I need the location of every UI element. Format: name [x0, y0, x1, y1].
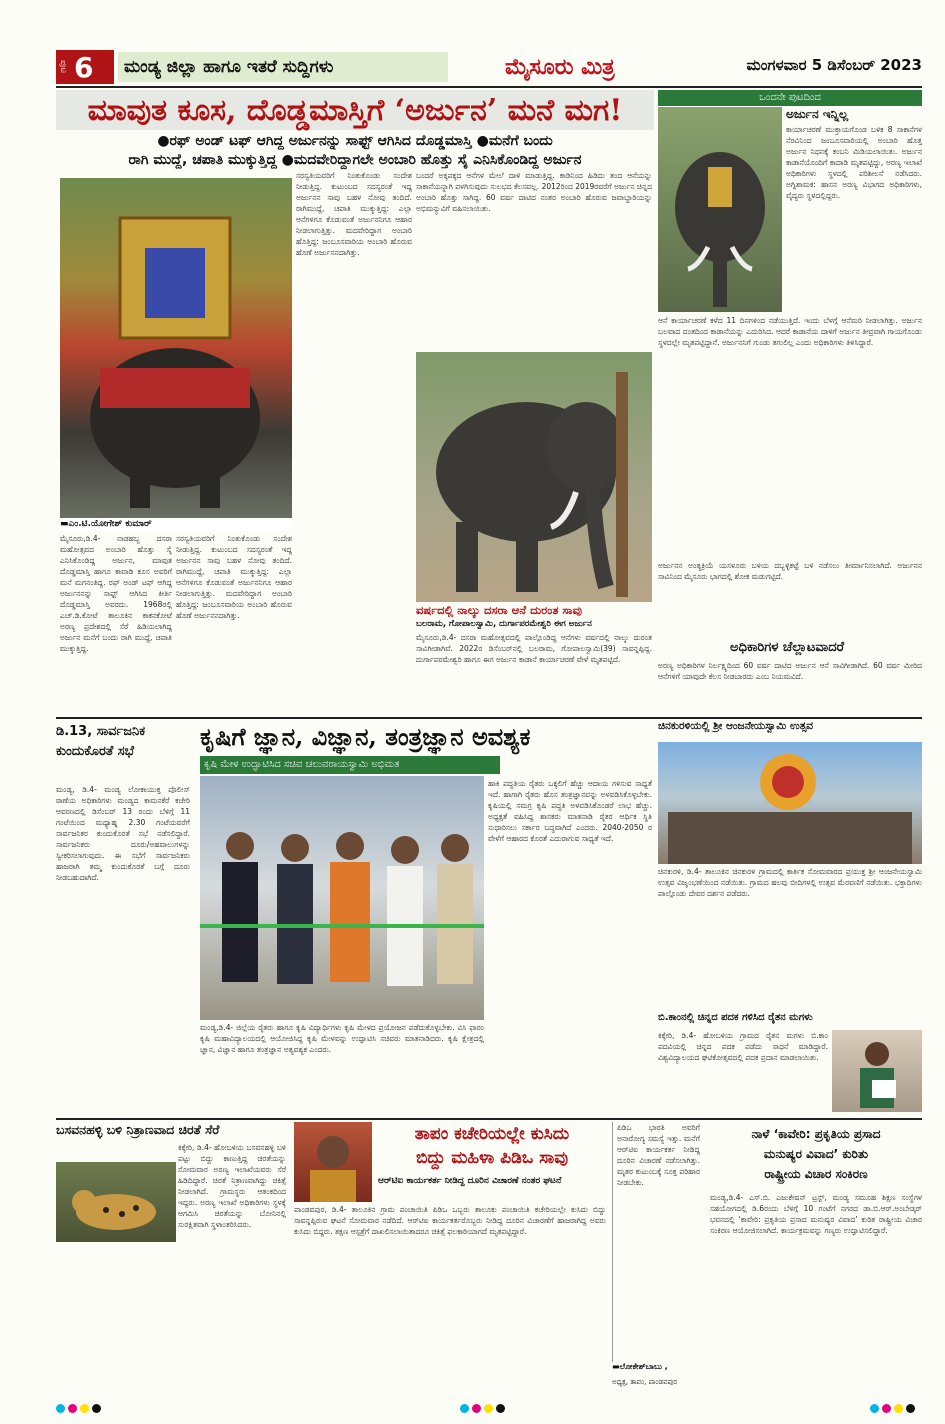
pdo-signature-role: ಅಧ್ಯಕ್ಷ, ತಾಪಂ, ಪಾಂಡವಪುರ — [612, 1378, 677, 1386]
agri-text-right: ಹಾಕಿ ಪದ್ಧತಿಯ ರೈತರು ಒಕ್ಕಲಿಗೆ ಹೆಚ್ಚು ಆದಾಯ ಗಳಿಸುವ ಸಾಧ್ಯತೆ ಇದೆ. ಹಾಗಾಗಿ ರೈತರು ಹೊಸ ತಂತ್ರಜ್ಞಾನವನ್ನು ಅಳವಡಿಸಿಕೊಳ್ಳಬೇಕು. ಕೃಷಿಯಲ್ಲಿ ಸಮಗ್ರ ಕೃಷಿ ಪದ್ಧತಿ ಅಳವಡಿಸಿಕೊಂಡರೆ ಲಾಭ ಹೆಚ್ಚು. ಅಧ್ಯಕ್ಷತೆ ವಹಿಸಿದ್ದ ಶಾಸಕರು ಮಾತನಾಡಿ ರೈತರ ಆರ್ಥಿಕ ಸ್ಥಿತಿ ಸುಧಾರಿಸಲು ಸರ್ಕಾರ ಬದ್ಧವಾಗಿದೆ ಎಂದರು. 2040-2050 ರ ವೇಳೆಗೆ ಆಹಾರದ ಕೊರತೆ ಎದುರಾಗುವ ಸಾಧ್ಯತೆ ಇದೆ. — [488, 779, 652, 843]
ribbon-cutting-illustration — [200, 776, 484, 1020]
kaveri-headline-2: ಮನುಷ್ಯರ ವಿವಾದ’ ಕುರಿತು — [763, 1147, 869, 1161]
lead-col-2: ಸರಸ್ವತಿಯವರಿಗೆ ನಿಂತುಕೊಂಡು ಸಂದೇಶ ನೀಡುತ್ತಿದ್ದ. ಕುಟುಂಬದ ಸದಸ್ಯರಂತೆ ಇದ್ದ ಅರ್ಜುನನ ಸಾವು ಬಹಳ ನೋವು ತಂದಿದೆ. ರಾಗಿಮುದ್ದೆ, ಚಪಾತಿ ಮುಕ್ಕುತ್ತಿದ್ದ: ಎಲ್ಲಾ ಆನೆಗಳಿಗೂ ಕೊಡುವಂತೆ ಅರ್ಜುನನಿಗೂ ಆಹಾರ ನೀಡಲಾಗುತ್ತಿತ್ತು. ಮದವೇರಿದ್ದಾಗ ಅಂಬಾರಿ ಹೊತ್ತಿದ್ದ: ಜಂಬೂಸವಾರಿಯ ಅಂಬಾರಿ ಹೊರುವ ಹೊಣೆ ಅರ್ಜುನನದಾಗಿತ್ತು. — [296, 171, 412, 257]
lead-col-3: ಬಂದರೆ ಅಕ್ಕಪಕ್ಕದ ಆನೆಗಳ ಮೇಲೆ ದಾಳಿ ಮಾಡುತ್ತಿದ್ದ. ಕಾಡಿನಿಂದ ಹಿಡಿದು ತಂದ ಆನೆಯನ್ನು ಸಾಕಾನೆಯನ್ನಾಗಿ ಪಳಗಿಸುವುದು ಸುಲಭದ ಕೆಲಸವಲ್ಲ. 2012ರಿಂದ 2019ರವರೆಗೆ ಅರ್ಜುನ ಚಿನ್ನದ ಅಂಬಾರಿ ಹೊತ್ತು ಸಾಗಿದ್ದ. 60 ವರ್ಷ ದಾಟಿದ ನಂತರ ಅಂಬಾರಿ ಹೊರುವ ಜವಾಬ್ದಾರಿಯನ್ನು ಅಭಿಮನ್ಯುವಿಗೆ ವಹಿಸಲಾಯಿತು. — [416, 171, 652, 213]
officials-box-title: ಅಧಿಕಾರಿಗಳ ಚೆಲ್ಲಾಟವಾದರೆ — [730, 640, 845, 655]
masthead: ಮೈಸೂರು ಮಿತ್ರ — [505, 54, 615, 80]
graduate-illustration — [832, 1030, 922, 1112]
pdo-portrait — [294, 1122, 372, 1202]
kaveri-headline — [710, 1124, 922, 1188]
elephant-illustration — [416, 352, 652, 602]
gold-medal-headline: ಬಿ.ಕಾಂನಲ್ಲಿ ಚಿನ್ನದ ಪದಕ ಗಳಿಸಿದ ರೈತನ ಮಗಳು — [658, 1012, 813, 1023]
yellow-dot — [80, 1404, 89, 1413]
black-dot — [496, 1404, 505, 1413]
pdo-text: ಪಾಂಡವಪುರ, ಡಿ.4- ತಾಲೂಕಿನ ಗ್ರಾಮ ಪಂಚಾಯಿತಿ ಪಿಡಿಒ ಒಬ್ಬರು ತಾಲೂಕು ಪಂಚಾಯಿತಿ ಕಚೇರಿಯಲ್ಲೇ ಕುಸಿದು ಬಿದ್ದು ಸಾವನ್ನಪ್ಪಿರುವ ಘಟನೆ ಸೋಮವಾರ ನಡೆದಿದೆ. ಆರ್‌ಟಿಐ ಕಾರ್ಯಕರ್ತರೊಬ್ಬರು ನೀಡಿದ್ದ ದೂರಿನ ವಿಚಾರಣೆಗೆ ಹಾಜರಾಗಿದ್ದ ಅವರು ಕುಸಿದು ಬಿದ್ದರು. ತಕ್ಷಣ ಆಸ್ಪತ್ರೆಗೆ ದಾಖಲಿಸಲಾಯಿತಾದರೂ ಚಿಕಿತ್ಸೆ ಫಲಕಾರಿಯಾಗದೆ ಮೃತಪಟ್ಟಿದ್ದಾರೆ. — [294, 1205, 606, 1236]
pdo-headline — [378, 1122, 606, 1172]
sidebar-text-3: ಅರ್ಜುನನ ಅಂತ್ಯಕ್ರಿಯೆ ಯಸಳೂರು ಬಳಿಯ ದಬ್ಬಳ್ಳಿಕಟ್ಟೆ ಬಳಿ ನಡೆಸಲು ತೀರ್ಮಾನಿಸಲಾಗಿದೆ. ಅರ್ಜುನನ ಸಾವಿನಿಂದ ಮೈಸೂರು ಭಾಗದಲ್ಲಿ ಶೋಕ ಮಡುಗಟ್ಟಿದೆ. — [658, 561, 922, 581]
grievance-headline: ಡಿ.13, ಸಾರ್ವಜನಿಕ ಕುಂದುಕೊರತೆ ಸಭೆ — [56, 724, 146, 759]
registration-dots-right — [870, 1404, 915, 1418]
elephant-deaths-subhead: ಬಲರಾಮ, ಗೋಪಾಲಸ್ವಾಮಿ, ದುರ್ಗಾಪರಮೇಶ್ವರಿ ಈಗ ಅರ್ಜುನ — [416, 619, 592, 629]
ambari-elephant-photo — [60, 178, 292, 518]
elephant-deaths-headline: ವರ್ಷದಲ್ಲಿ ನಾಲ್ಕು ದಸರಾ ಆನೆ ದುರಂತ ಸಾವು — [416, 603, 582, 617]
kaveri-headline-1: ನಾಳೆ ‘ಕಾವೇರಿ: ಪ್ರಕೃತಿಯ ಪ್ರಸಾದ — [751, 1127, 881, 1141]
pdo-portrait-illustration — [294, 1122, 372, 1202]
temple-festival-photo — [658, 742, 922, 864]
arjuna-elephant-photo — [416, 352, 652, 602]
lead-headline: ಮಾವುತ ಕೂಸ, ದೊಡ್ಡಮಾಸ್ತಿಗೆ ‘ಅರ್ಜುನ’ ಮನೆ ಮಗ! — [56, 90, 654, 130]
pdo-subhead: ಆರ್‌ಟಿಐ ಕಾರ್ಯಕರ್ತ ನೀಡಿದ್ದ ದೂರಿನ ವಿಚಾರಣೆ ನಂತರ ಘಟನೆ — [378, 1176, 562, 1186]
page-number: 6 — [74, 50, 94, 84]
issue-date: ಮಂಗಳವಾರ 5 ಡಿಸೆಂಬರ್ 2023 — [746, 56, 922, 74]
magenta-dot — [68, 1404, 77, 1413]
page-number-box — [56, 50, 114, 84]
agri-subhead: ಕೃಷಿ ಮೇಳ ಉದ್ಘಾಟಿಸಿದ ಸಚಿವ ಚಲುವರಾಯಸ್ವಾಮಿ ಅಭಿಮತ — [200, 756, 500, 774]
yellow-dot — [894, 1404, 903, 1413]
pdo-headline-1: ತಾಪಂ ಕಚೇರಿಯಲ್ಲೇ ಕುಸಿದು — [414, 1124, 570, 1144]
section-title: ಮಂಡ್ಯ ಜಿಲ್ಲಾ ಹಾಗೂ ಇತರೆ ಸುದ್ದಿಗಳು — [118, 52, 448, 82]
temple-text: ಚಿನಕುರಳಿ, ಡಿ.4- ತಾಲೂಕಿನ ಚಿನಕುರಳಿ ಗ್ರಾಮದಲ್ಲಿ ಕಾರ್ತಿಕ ಸೋಮವಾರದ ಪ್ರಯುಕ್ತ ಶ್ರೀ ಆಂಜನೇಯಸ್ವಾಮಿ ಉತ್ಸವ ವಿಜೃಂಭಣೆಯಿಂದ ನಡೆಯಿತು. ಗ್ರಾಮದ ಹಲವು ಬೀದಿಗಳಲ್ಲಿ ಉತ್ಸವ ಮೆರವಣಿಗೆ ನಡೆಯಿತು. ಭಕ್ತಾದಿಗಳು ಪಾಲ್ಗೊಂಡು ದೇವರ ದರ್ಶನ ಪಡೆದರು. — [658, 867, 922, 898]
arjuna-portrait-photo — [658, 107, 782, 312]
registration-dots-center — [460, 1404, 505, 1418]
grievance-text: ಮಂಡ್ಯ, ಡಿ.4- ಮಂಡ್ಯ ಲೋಕಾಯುಕ್ತ ಪೊಲೀಸ್ ಠಾಣೆಯ ಅಧಿಕಾರಿಗಳು ಮಂಡ್ಯದ ಕಾಮನಕೆರೆ ಕಚೇರಿ ಆವರಣದಲ್ಲಿ ಡಿಸೆಂಬರ್ 13 ರಂದು ಬೆಳಿಗ್ಗೆ 11 ಗಂಟೆಯಿಂದ ಮಧ್ಯಾಹ್ನ 2.30 ಗಂಟೆಯವರೆಗೆ ಸಾರ್ವಜನಿಕರ ಕುಂದುಕೊರತೆ ಸಭೆ ನಡೆಸಲಿದ್ದಾರೆ. ಸಾರ್ವಜನಿಕರು ದೂರು/ಅಹವಾಲುಗಳನ್ನು ಸ್ವೀಕರಿಸಲಾಗುವುದು. ಈ ಸಭೆಗೆ ಸಾರ್ವಜನಿಕರು ಹಾಜರಾಗಿ ತಮ್ಮ ಕುಂದುಕೊರತೆ ಬಗ್ಗೆ ದೂರು ನೀಡಬಹುದಾಗಿದೆ. — [56, 785, 190, 882]
pdo-headline-2: ಬಿದ್ದು ಮಹಿಳಾ ಪಿಡಿಒ ಸಾವು — [415, 1148, 569, 1168]
yellow-dot — [484, 1404, 493, 1413]
cyan-dot — [870, 1404, 879, 1413]
black-dot — [92, 1404, 101, 1413]
elephant-deaths-text: ಮೈಸೂರು,ಡಿ.4- ದಸರಾ ಮಹೋತ್ಸವದಲ್ಲಿ ಪಾಲ್ಗೊಂಡಿದ್ದ ಆನೆಗಳು ವರ್ಷದಲ್ಲಿ ನಾಲ್ಕು ದುರಂತ ಸಾವಿಗೀಡಾಗಿವೆ. 2022ರ ಡಿಸೆಂಬರ್‌ನಲ್ಲಿ ಬಲರಾಮ, ಗೋಪಾಲಸ್ವಾಮಿ(39) ಸಾವನ್ನಪ್ಪಿದ್ದ. ದುರ್ಗಾಪರಮೇಶ್ವರಿ ಹಾಗೂ ಈಗ ಅರ್ಜುನ ಕಾಡಾನೆ ಕಾರ್ಯಾಚರಣೆ ವೇಳೆ ಮೃತಪಟ್ಟಿದೆ. — [416, 633, 652, 664]
officials-box-text: ಅರಣ್ಯ ಅಧಿಕಾರಿಗಳ ನಿರ್ಲಕ್ಷ್ಯದಿಂದ 60 ವರ್ಷ ದಾಟಿದ ಅರ್ಜುನ ಆನೆ ಸಾವಿಗೀಡಾಗಿದೆ. 60 ವರ್ಷ ಮೀರಿದ ಆನೆಗಳಿಗೆ ಯಾವುದೇ ಕೆಲಸ ನೀಡಬಾರದು ಎಂಬ ನಿಯಮವಿದೆ. — [658, 661, 922, 681]
lead-col-1: ಮೈಸೂರು,ಡಿ.4- ನಾಡಹಬ್ಬ ದಸರಾ ಮಹೋತ್ಸವದ ಅಂಬಾರಿ ಹೊತ್ತು ಸೈ ಎನಿಸಿಕೊಂಡಿದ್ದ ಅರ್ಜುನ, ಮಾವುತ ದೊಡ್ಡಮಾಸ್ತಿ ಹಾಗೂ ಕಾವಾಡಿ ಕೂಸ ಅವರಿಗೆ ಮನೆ ಮಗನಂತಿದ್ದ. ರಫ್ ಅಂಡ್ ಟಫ್ ಆಗಿದ್ದ ಅರ್ಜುನನನ್ನು ಸಾಫ್ಟ್ ಆಗಿಸಿದ ಕೀರ್ತಿ ದೊಡ್ಡಮಾಸ್ತಿ ಅವರದು. 1968ರಲ್ಲಿ ಎಚ್.ಡಿ.ಕೋಟೆ ತಾಲೂಕಿನ ಕಾಕನಕೋಟೆ ಅರಣ್ಯ ಪ್ರದೇಶದಲ್ಲಿ ಸೆರೆ ಹಿಡಿಯಲಾಗಿದ್ದ ಅರ್ಜುನ ಮನೆಗೆ ಬಂದು ರಾಗಿ ಮುದ್ದೆ, ಚಪಾತಿ ಮುಕ್ಕುತ್ತಿದ್ದ. — [60, 534, 172, 653]
festival-illustration — [658, 742, 922, 864]
section-divider — [56, 717, 922, 719]
header-rule — [56, 86, 922, 88]
arjuna-portrait-illustration — [658, 107, 782, 312]
continued-tag: ಒಂದನೇ ಪುಟದಿಂದ — [658, 90, 922, 106]
magenta-dot — [472, 1404, 481, 1413]
pdo-inset-text: ಪಿಡಿಒ ಭಾರತಿ ಅವರಿಗೆ ಅನಾರೋಗ್ಯ ಸಮಸ್ಯೆ ಇತ್ತು. ಮನೆಗೆ ಆರ್‌ಟಿಐ ಕಾರ್ಯಕರ್ತ ನೀಡಿದ್ದ ದೂರಿನ ವಿಚಾರಣೆ ನಡೆಸಲಾಗಿತ್ತು. ಮೃತರ ಕುಟುಂಬಕ್ಕೆ ಸೂಕ್ತ ಪರಿಹಾರ ನೀಡಬೇಕು. — [612, 1122, 700, 1362]
gold-medal-text: ಕಿಕ್ಕೇರಿ, ಡಿ.4- ಹೋಬಳಿಯ ಗ್ರಾಮದ ರೈತನ ಮಗಳು ಬಿ.ಕಾಂ ಪದವಿಯಲ್ಲಿ ಚಿನ್ನದ ಪದಕ ಪಡೆದು ಸಾಧನೆ ಮಾಡಿದ್ದಾರೆ. ವಿಶ್ವವಿದ್ಯಾಲಯದ ಘಟಿಕೋತ್ಸವದಲ್ಲಿ ಪದಕ ಪ್ರದಾನ ಮಾಡಲಾಯಿತು. — [658, 1031, 828, 1062]
page-label: ಪುಟ — [58, 60, 68, 74]
lead-col-1b: ಸರಸ್ವತಿಯವರಿಗೆ ನಿಂತುಕೊಂಡು ಸಂದೇಶ ನೀಡುತ್ತಿದ್ದ. ಕುಟುಂಬದ ಸದಸ್ಯರಂತೆ ಇದ್ದ ಅರ್ಜುನನ ಸಾವು ಬಹಳ ನೋವು ತಂದಿದೆ. ರಾಗಿಮುದ್ದೆ, ಚಪಾತಿ ಮುಕ್ಕುತ್ತಿದ್ದ: ಎಲ್ಲಾ ಆನೆಗಳಿಗೂ ಕೊಡುವಂತೆ ಅರ್ಜುನನಿಗೂ ಆಹಾರ ನೀಡಲಾಗುತ್ತಿತ್ತು. ಮದವೇರಿದ್ದಾಗ ಅಂಬಾರಿ ಹೊತ್ತಿದ್ದ: ಜಂಬೂಸವಾರಿಯ ಅಂಬಾರಿ ಹೊರುವ ಹೊಣೆ ಅರ್ಜುನನದಾಗಿತ್ತು. — [176, 534, 292, 620]
agri-text-bottom: ಮಂಡ್ಯ,ಡಿ.4- ಜಿಲ್ಲೆಯ ರೈತರು ಹಾಗೂ ಕೃಷಿ ವಿದ್ಯಾರ್ಥಿಗಳು ಕೃಷಿ ಮೇಳದ ಪ್ರಯೋಜನ ಪಡೆದುಕೊಳ್ಳಬೇಕು. ವಿಸಿ ಫಾರಂ ಕೃಷಿ ಮಹಾವಿದ್ಯಾಲಯದಲ್ಲಿ ಆಯೋಜಿಸಿದ್ದ ಕೃಷಿ ಮೇಳವನ್ನು ಉದ್ಘಾಟಿಸಿ ಸಚಿವರು ಮಾತನಾಡಿದರು. ಕೃಷಿ ಕ್ಷೇತ್ರದಲ್ಲಿ ಜ್ಞಾನ, ವಿಜ್ಞಾನ ಹಾಗೂ ತಂತ್ರಜ್ಞಾನ ಅತ್ಯವಶ್ಯಕ ಎಂದರು. — [200, 1023, 484, 1054]
agri-headline: ಕೃಷಿಗೆ ಜ್ಞಾನ, ವಿಜ್ಞಾನ, ತಂತ್ರಜ್ಞಾನ ಅವಶ್ಯಕ — [200, 722, 531, 751]
sidebar-headline: ಅರ್ಜುನ ಇನ್ನಿಲ್ಲ — [786, 107, 849, 121]
pdo-signature: ▬ಲೋಕೇಶ್‌ಬಾಬು , — [612, 1362, 668, 1371]
kaveri-text: ಮಂಡ್ಯ,ಡಿ.4- ಎಸ್.ಬಿ. ಎಜುಕೇಷನ್ ಟ್ರಸ್ಟ್, ಮಂಡ್ಯ ಸಮೂಹ ಶಿಕ್ಷಣ ಸಂಸ್ಥೆಗಳ ಸಹಯೋಗದಲ್ಲಿ ಡಿ.6ರಂದು ಬೆಳಿಗ್ಗೆ 10 ಗಂಟೆಗೆ ನಗರದ ಡಾ.ಬಿ.ಆರ್.ಅಂಬೇಡ್ಕರ್ ಭವನದಲ್ಲಿ ‘ಕಾವೇರಿ: ಪ್ರಕೃತಿಯ ಪ್ರಸಾದ ಮನುಷ್ಯರ ವಿವಾದ’ ಕುರಿತ ರಾಷ್ಟ್ರೀಯ ವಿಚಾರ ಸಂಕಿರಣ ಆಯೋಜಿಸಲಾಗಿದೆ. ಕಾರ್ಯಕ್ರಮವನ್ನು ಗಣ್ಯರು ಉದ್ಘಾಟಿಸಲಿದ್ದಾರೆ. — [710, 1193, 922, 1235]
agri-inauguration-photo — [200, 776, 484, 1020]
black-dot — [906, 1404, 915, 1413]
sidebar-text-2: ಆನೆ ಕಾರ್ಯಾಚರಣೆ ಕಳೆದ 11 ದಿನಗಳಿಂದ ನಡೆಯುತ್ತಿದೆ. ಇಂದು ಬೆಳಗ್ಗೆ ಆನೆಮರಿ ನೀಡಲಾಗಿತ್ತು. ಅರ್ಜುನ ಬಲವಾದ ದಂತದಿಂದ ಕಾಡಾನೆಯನ್ನು ಎದುರಿಸಿದ. ಆದರೆ ಕಾಡಾನೆಯ ದಾಳಿಗೆ ಅರ್ಜುನ ತೀವ್ರವಾಗಿ ಗಾಯಗೊಂಡು ಸ್ಥಳದಲ್ಲೇ ಮೃತಪಟ್ಟಿದ್ದಾನೆ. ಅರ್ಜುನನಿಗೆ ಗುಂಡು ತಗುಲಿಲ್ಲ ಎಂದು ಅಧಿಕಾರಿಗಳು ತಿಳಿಸಿದ್ದಾರೆ. — [658, 316, 922, 347]
magenta-dot — [882, 1404, 891, 1413]
lead-subhead-2: ರಾಗಿ ಮುದ್ದೆ, ಚಪಾತಿ ಮುಕ್ಕುತ್ತಿದ್ದ ●ಮದವೇರಿದ್ದಾಗಲೇ ಅಂಬಾರಿ ಹೊತ್ತು ಸೈ ಎನಿಸಿಕೊಂಡಿದ್ದ ಅರ್ಜುನ — [128, 152, 582, 168]
cyan-dot — [460, 1404, 469, 1413]
lead-subhead-1: ●ರಫ್ ಅಂಡ್ ಟಫ್ ಆಗಿದ್ದ ಅರ್ಜುನನ್ನು ಸಾಫ್ಟ್ ಆಗಿಸಿದ ದೊಡ್ಡಮಾಸ್ತಿ ●ಮನೆಗೆ ಬಂದು — [157, 133, 553, 149]
ambari-illustration — [60, 178, 292, 518]
kaveri-headline-3: ರಾಷ್ಟ್ರೀಯ ವಿಚಾರ ಸಂಕಿರಣ — [764, 1167, 868, 1181]
registration-dots-left — [56, 1404, 101, 1418]
temple-headline: ಚಿನಕುರಳಿಯಲ್ಲಿ ಶ್ರೀ ಆಂಜನೇಯಸ್ವಾಮಿ ಉತ್ಸವ — [658, 720, 814, 732]
sidebar-text-1: ಕಾರ್ಯಾಚರಣೆ ಮುಕ್ತಾಯಗೊಂಡ ಬಳಿಕ 8 ಸಾಕಾನೆಗಳ ನೆರವಿನಿಂದ ಜಂಬೂಸವಾರಿಯಲ್ಲಿ ಅಂಬಾರಿ ಹೊತ್ತ ಅರ್ಜುನ ನಿಧನಕ್ಕೆ ಕಂಬನಿ ಮಿಡಿಯಲಾಯಿತು. ಅರ್ಜುನ ಕಾಡಾನೆಯೊಂದಿಗೆ ಕಾದಾಡಿ ಮೃತಪಟ್ಟಿದ್ದು, ಅರಣ್ಯ ಇಲಾಖೆ ಅಧಿಕಾರಿಗಳು ಸ್ಥಳದಲ್ಲಿ ಪರಿಶೀಲನೆ ನಡೆಸಿದರು. ಅಗ್ನಿಶಾಮಕ: ಹಾಸನ ಅರಣ್ಯ ವಿಭಾಗದ ಅಧಿಕಾರಿಗಳು, ವೈದ್ಯರು ಸ್ಥಳದಲ್ಲಿದ್ದರು. — [786, 125, 922, 200]
leopard-headline: ಬಸವನಹಳ್ಳಿ ಬಳಿ ನಿತ್ರಾಣವಾದ ಚಿರತೆ ಸೆರೆ — [56, 1122, 220, 1137]
leopard-text: ಕಿಕ್ಕೇರಿ, ಡಿ.4- ಹೋಬಳಿಯ ಬಸವನಹಳ್ಳಿ ಬಳಿ ಪಟ್ಟು ಬಿದ್ದು ಕಾಣುತ್ತಿದ್ದ ಚಿರತೆಯನ್ನು ಸೋಮವಾರ ಅರಣ್ಯ ಇಲಾಖೆಯವರು ಸೆರೆ ಹಿಡಿದಿದ್ದಾರೆ. ಚಿರತೆ ನಿತ್ರಾಣವಾಗಿದ್ದು ಚಿಕಿತ್ಸೆ ನೀಡಲಾಗಿದೆ. ಗ್ರಾಮಸ್ಥರು ಆತಂಕದಿಂದ ಇದ್ದರು. ಅರಣ್ಯ ಇಲಾಖೆ ಅಧಿಕಾರಿಗಳು ಸ್ಥಳಕ್ಕೆ ಆಗಮಿಸಿ ಚಿರತೆಯನ್ನು ಬೋನಿನಲ್ಲಿ ಸುರಕ್ಷಿತವಾಗಿ ಸ್ಥಳಾಂತರಿಸಿದರು. — [178, 1143, 286, 1229]
graduate-photo — [832, 1030, 922, 1112]
photo-credit: ▬ಎಂ.ಟಿ.ಯೋಗೇಶ್ ಕುಮಾರ್ — [60, 519, 292, 531]
lead-subheads — [56, 132, 654, 170]
bottom-divider — [56, 1118, 922, 1120]
cyan-dot — [56, 1404, 65, 1413]
